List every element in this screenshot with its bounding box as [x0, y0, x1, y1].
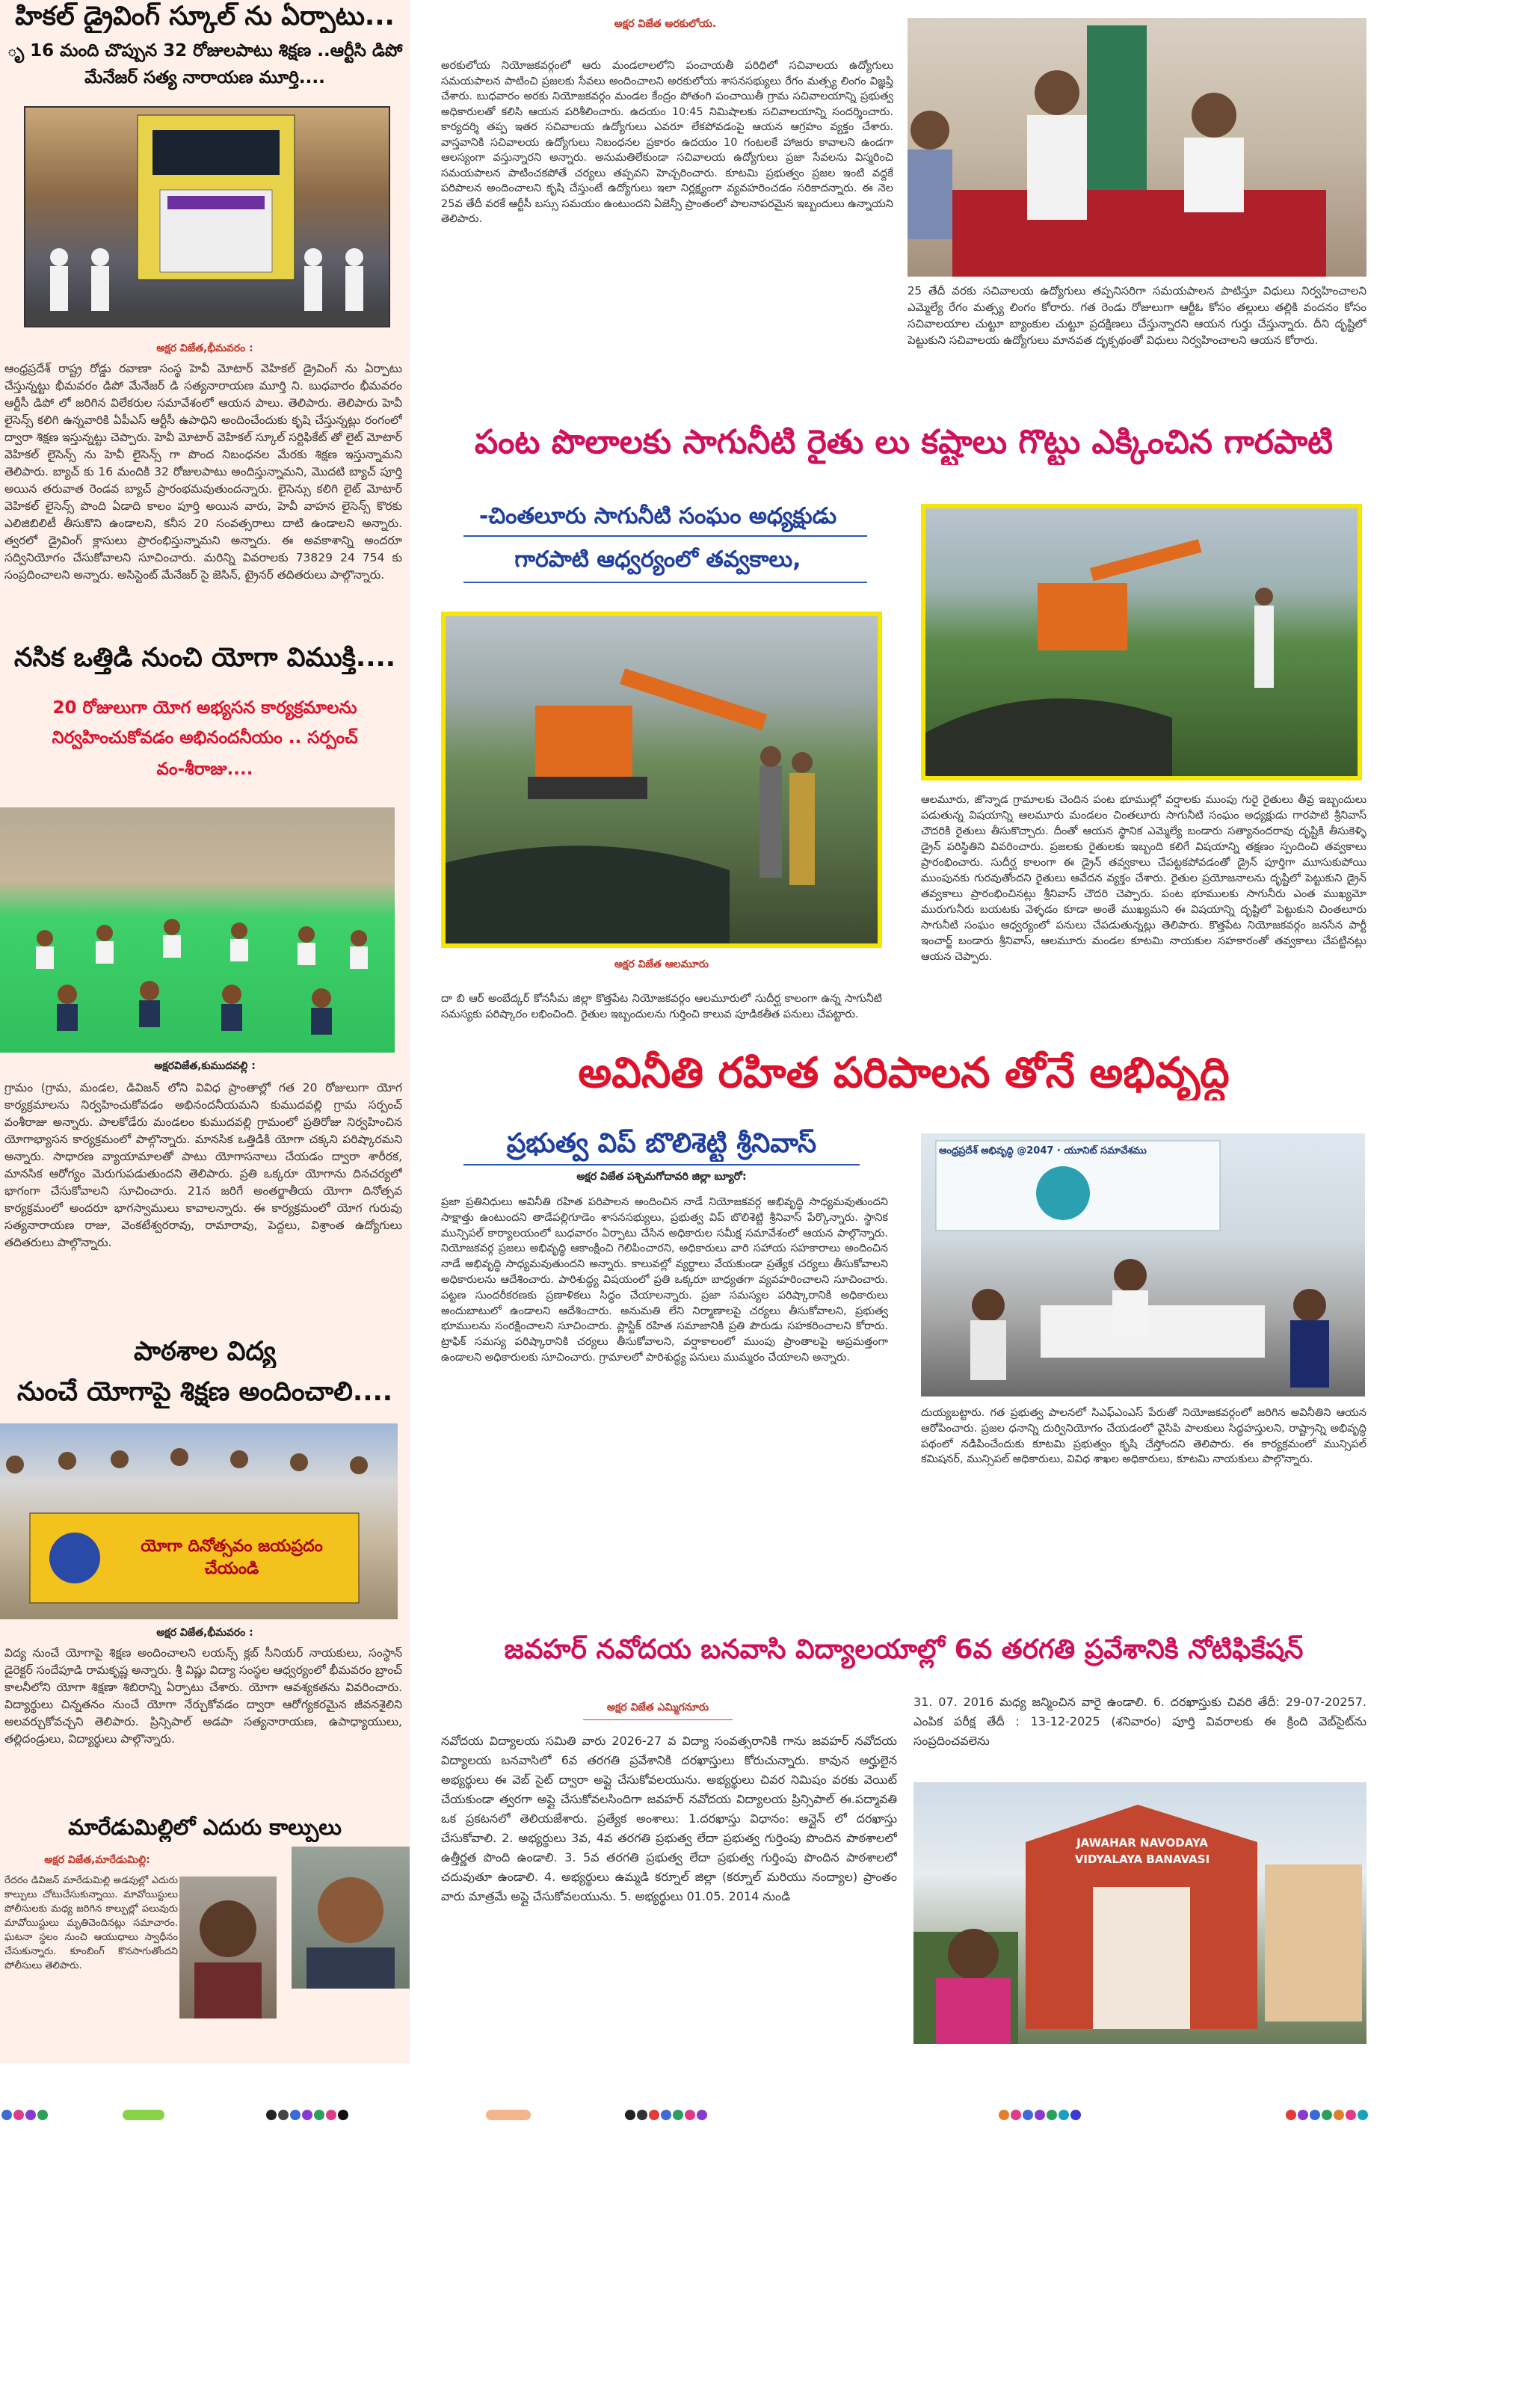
review-meeting-photo — [921, 1133, 1365, 1397]
navodaya-headline: జవహర్ నవోదయ బనవాసి విద్యాలయాల్లో 6వ తరగతి ప్రవేశానికి నోటిఫికేషన్ — [504, 1634, 1304, 1665]
excavator-photo-1 — [441, 612, 882, 948]
driving-school-dateline: అక్షర విజేత,భీమవరం : — [156, 342, 253, 354]
garapati-subhead-rule — [463, 535, 867, 537]
araku-body: అరకులోయ నియోజకవర్గంలో ఆరు మండలాలలోని పంచాయతీ పరిధిలో సచివాలయ ఉద్యోగులు సమయపాలన పాటించి ప్రజలకు సేవలు అందించాలని అరకులోయ శాసనసభ్యులు రేగం మత్స్య లింగం విజ్ఞప్తి చేశారు. బుధవారం అరకు నియోజకవర్గం మండల కేంద్రం పోతంగి పంచాయితీ గ్రామ సచివాలయాన్ని ప్రభుత్వ అధికారులతో కలిసి ఆయన పరిశీలించారు. ఉదయం 10:45 నిమిషాలకు సచివాలయాన్ని సందర్శించారు. కార్యదర్శి తప్ప ఇతర సచివాలయ ఉద్యోగులు ఎవరూ లేకపోవడంపై ఆయన ఆగ్రహం వ్యక్తం చేశారు. వాస్తవానికి సచివాలయ ఉద్యోగులు నిబంధనల ప్రకారం ఉదయం 10 గంటలకే హాజరు కావాలని ఉండగా ఆలస్యంగా వస్తున్నారని అన్నారు. అనుమతిలేకుండా సచివాలయ ఉద్యోగులు ప్రజా సేవలను విస్మరించి సమయపాలన పాటించకపోతే చర్యలు తప్పవని హెచ్చరించారు. కూటమి ప్రభుత్వం ప్రజల ఇంటి వద్దకే పరిపాలన అందించాలని కృషి చేస్తుంటే ఉద్యోగులు ఇలా నిర్లక్ష్యంగా వ్యవహరించడం సరికాదన్నారు. ఈ నెల 25వ తేదీ వరకే ఆర్టీసీ బస్సు సమయం ఉంటుందని ఏజెన్సీ ప్రాంతంలో పాలనాపరమైన ఇబ్బందులు ఉన్నాయని తెలిపారు. — [441, 60, 893, 225]
color-dots-icon — [625, 2110, 707, 2123]
portrait-photo-1 — [179, 1876, 277, 2019]
maredumilli-body: రేదరం డివిజన్ మారేడుమిల్లి అడవుల్లో ఎదురు కాల్పులు చోటుచేసుకున్నాయి. మావోయిస్టులు పోలీసులకు మధ్య జరిగిన కాల్పుల్లో పలువురు మావోయిస్టులు మృతిచెందినట్లు సమాచారం. ఘటనా స్థలం నుంచి ఆయుధాలు స్వాధీనం చేసుకున్నారు. కూంబింగ్ కొనసాగుతోందని పోలీసులు తెలిపారు. — [4, 1875, 178, 1971]
garapati-photo-caption: అక్షర విజేత ఆలమూరు — [614, 958, 709, 970]
yoga-subhead-1: 20 రోజులుగా యోగ అభ్యసన కార్యక్రమాలను — [52, 698, 357, 718]
excavator-photo-2 — [921, 504, 1362, 780]
yoga-banner-text: యోగా దినోత్సవం జయప్రదం చేయండి — [141, 1537, 323, 1578]
meeting-banner-text: ఆంధ్రప్రదేశ్ అభివృద్ధి @2047 · యూనిట్ సమావేశము — [939, 1145, 1147, 1157]
yoga-subhead-3: వం-శీరాజు.... — [156, 760, 253, 779]
driving-school-headline: హికల్ డ్రైవింగ్ స్కూల్ ను ఏర్పాటు... — [15, 1, 395, 31]
maredumilli-headline: మారేడుమిల్లిలో ఎదురు కాల్పులు — [68, 1814, 342, 1840]
yoga-photo — [0, 807, 395, 1053]
color-dots-icon — [123, 2110, 164, 2123]
yoga-headline: నసిక ఒత్తిడి నుంచి యోగా విముక్తి.... — [13, 643, 396, 673]
garapati-subhead-1: -చింతలూరు సాగునీటి సంఘం అధ్యక్షుడు — [478, 503, 837, 529]
bolisetti-body-right: దుయ్యబట్టారు. గత ప్రభుత్వ పాలనలో సిఎఫ్ఎంఎస్ పేరుతో నియోజకవర్గంలో జరిగిన అవినీతిని ఆయన ఆరోపించారు. ప్రజల ధనాన్ని దుర్వినియోగం చేయడంలో వైసిపి పాలకులు సిద్ధహస్తులని, రాష్ట్రాన్ని అభివృద్ధి పథంలో నడిపించేందుకు కూటమి ప్రభుత్వం కృషి చేస్తోందని తెలిపారు. ఈ కార్యక్రమంలో మున్సిపల్ కమిషనర్, మున్సిపల్ అధికారులు, వివిధ శాఖల అధికారులు, కూటమి నాయకులు పాల్గొన్నారు. — [921, 1407, 1366, 1466]
garapati-body-right: ఆలమూరు, జొన్నాడ గ్రామాలకు చెందిన పంట భూముల్లో వర్షాలకు ముంపు గురై రైతులు తీవ్ర ఇబ్బందులు పడుతున్న విషయాన్ని ఆలమూరు మండలం చింతలూరు సాగునీటి సంఘం అధ్యక్షుడు గారపాటి శ్రీనివాస్ చౌదరికి రైతులు తీసుకొచ్చారు. దీంతో ఆయన స్థానిక ఎమ్మెల్యే బండారు సత్యానందరావు దృష్టికి తీసుకెళ్ళి డ్రైన్ పరిస్థితిని వివరించారు. ప్రజలకు రైతులకు ఇబ్బంది కలిగే విషయాన్ని తక్షణం స్పందించి తవ్వకాలు ప్రారంభించారు. సుదీర్ఘ కాలంగా ఈ డ్రైన్ తవ్వకాలు చేపట్టకపోవడంతో డ్రైన్ పూర్తిగా మూసుకుపోయి ముంపునకు గురవుతోందని రైతులు ఆవేదన వ్యక్తం చేశారు. రైతుల ప్రయోజనాలను దృష్టిలో పెట్టుకుని డ్రైన్ తవ్వకాలు ప్రారంభించినట్లు శ్రీనివాస్ చౌదరి చెప్పారు. పంట భూములకు సాగునీరు ఎంత ముఖ్యమో మురుగునీరు బయటకు వెళ్ళడం కూడా అంతే ముఖ్యమని ఈ విషయాన్ని దృష్టిలో పెట్టుకుని చింతలూరు సాగునీటి సంఘం ఆధ్వర్యంలో పనులు చేపడుతున్నట్లు తెలిపారు. కొత్తపేట నియోజకవర్గం జనసేన పార్టీ ఇంచార్జ్ బండారు శ్రీనివాస్, ఆలమూరు మండల కూటమి నాయకుల సహకారంతో తవ్వకాలు చేపట్టినట్లు ఆయన చెప్పారు. — [921, 794, 1366, 963]
color-dots-icon — [1286, 2110, 1368, 2123]
navodaya-gate-photo — [913, 1782, 1366, 2044]
color-dots-icon — [266, 2110, 348, 2123]
bus-depot-photo — [24, 106, 390, 327]
navodaya-body-left: నవోదయ విద్యాలయ సమితి వారు 2026-27 వ విద్యా సంవత్సరానికి గాను జవహర్ నవోదయ విద్యాలయ బనవాసిలో 6వ తరగతి ప్రవేశానికి దరఖాస్తులు కోరుచున్నారు. కావున అర్హులైన అభ్యర్థులు ఈ వెబ్ సైట్ ద్వారా అప్లై చేసుకోవలయును. అభ్యర్థులు చివర నిమిషం వరకు వెయిట్ చేయకుండా త్వరగా అప్లై చేసుకోవలసిందిగా జవహర్ నవోదయ విద్యాలయ ప్రిన్సిపాల్ ఈ.పద్మావతి ఒక ప్రకటనలో తెలియజేశారు. ప్రత్యేక అంశాలు: 1.దరఖాస్తు విధానం: ఆన్లైన్ లో దరఖాస్తు చేసుకోవాలి. 2. అభ్యర్థులు 3వ, 4వ తరగతి ప్రభుత్వ లేదా ప్రభుత్వ గుర్తింపు పొందిన పాఠశాలలో ఉత్తీర్ణత పొంది ఉండాలి. 3. 5వ తరగతి ప్రభుత్వ లేదా ప్రభుత్వ గుర్తింపు పొందిన పాఠశాలలో చదువుతూ ఉండాలి. 4. అభ్యర్థులు ఉమ్మడి కర్నూల్ జిల్లా (కర్నూల్ మరియు నంద్యాల) ప్రాంతం వారు మాత్రమే అప్లై చేసుకోవలయును. 5. అభ్యర్థులు 01.05. 2014 నుండి — [441, 1734, 897, 1903]
garapati-subhead-rule-2 — [463, 582, 867, 583]
yoga-body: గ్రామం (గ్రామ, మండల, డివిజన్ లోని వివిధ ప్రాంతాల్లో గత 20 రోజులుగా యోగ కార్యక్రమాలను నిర్వహించుకోవడం అభినందనీయమని కుముదవల్లి గ్రామ సర్పంచ్ వంశీరాజు అన్నారు. పాలకోడేరు మండలం కుముదవల్లి గ్రామంలో ప్రతిరోజు నిర్వహించిన యోగాభ్యాసన కార్యక్రమంలో పాల్గొన్నారు. మానసిక ఒత్తిడికి యోగా చక్కని పరిష్కారమని అన్నారు. సాధారణ వ్యాయామాలతో పాటు యోగాసనాలు చేయడం ద్వారా శారీరక, మానసిక ఆరోగ్యం మెరుగుపడుతుందని తెలిపారు. ప్రతి ఒక్కరూ యోగాను దినచర్యలో భాగంగా చేసుకోవాలని సూచించారు. 21న జరిగే అంతర్జాతీయ యోగా దినోత్సవ కార్యక్రమంలో అందరూ భాగస్వాములు కావాలన్నారు. ఈ కార్యక్రమంలో యోగ గురువు సత్యనారాయణ రాజు, వెంకటేశ్వరరావు, రామారావు, పెద్దలు, విశ్రాంత ఉద్యోగులు తదితరులు పాల్గొన్నారు. — [4, 1081, 402, 1249]
araku-caption: 25 తేదీ వరకు సచివాలయ ఉద్యోగులు తప్పనిసరిగా సమయపాలన పాటిస్తూ విధులు నిర్వహించాలని ఎమ్మెల్యే రేగం మత్స్య లింగం కోరారు. గత రెండు రోజులుగా ఆర్టీఓ కోసం తల్లులు తల్లికి వందనం కోసం సచివాలయాల చుట్టూ బ్యాంకుల చుట్టూ ప్రదక్షిణలు చేస్తున్నారని ఆయన గుర్తు చేస్తున్నారు. దీని దృష్టిలో పెట్టుకుని సచివాలయ ఉద్యోగులు మానవత దృక్పథంతో విధులు నిర్వహించాలని ఆయన కోరారు. — [908, 284, 1366, 347]
left-column — [0, 0, 410, 2063]
color-dots-icon — [1, 2110, 48, 2123]
navodaya-dateline: అక్షర విజేత ఎమ్మిగనూరు — [606, 1702, 709, 1713]
navodaya-body-right: 31. 07. 2016 మధ్య జన్మించిన వారై ఉండాలి. 6. దరఖాస్తుకు చివరి తేదీ: 29-07-20257. ఎంపిక పరీక్ష తేదీ : 13-12-2025 (శనివారం) పూర్తి వివరాలకు ఈ క్రింది వెబ్‌సైట్‌ను సంప్రదించవలెను — [913, 1695, 1366, 1748]
bolisetti-subhead-rule — [463, 1164, 860, 1165]
maredumilli-dateline: అక్షర విజేత,మారేడుమిల్లి: — [44, 1854, 150, 1866]
school-yoga-photo — [0, 1423, 398, 1619]
yoga-subhead-2: నిర్వహించుకోవడం అభినందనీయం .. సర్పంచ్ — [52, 728, 358, 748]
school-yoga-headline-1: పాఠశాల విద్య — [133, 1337, 277, 1367]
school-yoga-headline-2: నుంచే యోగాపై శిక్షణ అందించాలి.... — [16, 1377, 393, 1407]
yoga-dateline: అక్షరవిజేత,కుముదవల్లి : — [154, 1060, 256, 1072]
bolisetti-headline: అవినీతి రహిత పరిపాలన తోనే అభివృద్ధి — [578, 1049, 1230, 1097]
garapati-subhead-2: గారపాటి ఆధ్వర్యంలో తవ్వకాలు, — [514, 546, 801, 573]
garapati-body-left: దా బి ఆర్ అంబేద్కర్ కోనసీమ జిల్లా కొత్తపేట నియోజకవర్గం ఆలమూరులో సుదీర్ఘ కాలంగా ఉన్న సాగునీటి సమస్యకు పరిష్కారం లభించింది. రైతుల ఇబ్బందులను గుర్తించి కాలువ పూడికతీత పనులు చేపట్టారు. — [441, 993, 882, 1020]
bolisetti-body-left: ప్రజా ప్రతినిధులు అవినీతి రహిత పరిపాలన అందించిన నాడే నియోజకవర్గ అభివృద్ధి సాధ్యమవుతుందని సాక్షాత్తు ఉంటుందని తాడేపల్లిగూడెం శాసనసభ్యులు, ప్రభుత్వ విప్ బొలిశెట్టి శ్రీనివాస్ పేర్కొన్నారు. స్థానిక మున్సిపల్ కార్యాలయంలో బుధవారం ఏర్పాటు చేసిన అధికారుల సమీక్ష సమావేశంలో ఆయన పాల్గొన్నారు. నియోజకవర్గ ప్రజలు అభివృద్ధి ఆకాంక్షించి గెలిపించారని, అధికారులు వారి సహాయ సహకారాలు అందించిన నాడే అభివృద్ధి సాధ్యమవుతుందని అన్నారు. కాలువల్లో వ్యర్థాలు వేయకుండా ప్రత్యేక చర్యలు తీసుకోవాలని అధికారులను ఆదేశించారు. పారిశుద్ధ్య విషయంలో ప్రతి ఒక్కరూ బాధ్యతగా వ్యవహరించాలని సూచించారు. పట్టణ సుందరీకరణకు ప్రణాళికలు సిద్ధం చేయాలన్నారు. ప్రజా సమస్యల పరిష్కారానికి అధికారులు అందుబాటులో ఉండాలని ఆదేశించారు. అనుమతి లేని నిర్మాణాలపై చర్యలు తీసుకోవాలని, ప్రభుత్వ భూములను సంరక్షించాలని సూచించారు. ప్లాస్టిక్ రహిత సమాజానికి ప్రతి పౌరుడు సహకరించాలని కోరారు. ట్రాఫిక్ సమస్య పరిష్కారానికి చర్యలు తీసుకోవాలని, వర్షాకాలంలో ముంపు ప్రాంతాలపై అప్రమత్తంగా ఉండాలని అధికారులకు సూచించారు. గ్రామాలలో పారిశుద్ధ్య పనులు ముమ్మరం చేయాలని అన్నారు. — [441, 1196, 888, 1364]
araku-office-photo — [908, 18, 1366, 277]
bolisetti-dateline: అక్షర విజేత పశ్చిమగోదావరి జిల్లా బ్యూరో: — [576, 1171, 747, 1183]
navodaya-dateline-rule — [583, 1719, 733, 1720]
driving-school-subhead: ృ 16 మంది చొప్పున 32 రోజులపాటు శిక్షణ ..ఆర్టీసి డిపో మేనేజర్ సత్య నారాయణ మూర్తి.... — [7, 41, 403, 87]
bolisetti-subhead: ప్రభుత్వ విప్ బొలిశెట్టి శ్రీనివాస్ — [506, 1128, 817, 1159]
araku-dateline: అక్షర విజేత అరకులోయ. — [614, 18, 717, 30]
navodaya-gate-text: JAWAHAR NAVODAYA VIDYALAYA BANAVASI — [1074, 1836, 1210, 1866]
school-yoga-dateline: అక్షర విజేత,భీమవరం : — [156, 1627, 253, 1639]
school-yoga-body: విద్య నుంచే యోగాపై శిక్షణ అందించాలని లయన్స్ క్లబ్ సీనియర్ నాయకులు, సంస్థాన్ డైరెక్టర్ సందేపూడి రామకృష్ణ అన్నారు. శ్రీ విష్ణు విద్యా సంస్థల ఆధ్వర్యంలో భీమవరం బ్రాంచ్ కాలనీలోని యోగా శిక్షణా శిబిరాన్ని ఏర్పాటు చేశారు. యోగా ఆవశ్యకతను వివరించారు. విద్యార్థులు చిన్నతనం నుంచే యోగా నేర్చుకోవడం ద్వారా ఆరోగ్యకరమైన జీవనశైలిని అలవర్చుకోవచ్చని తెలిపారు. ప్రిన్సిపాల్ అడపా సత్యనారాయణ, ఉపాధ్యాయులు, తల్లిదండ్రులు, విద్యార్థులు పాల్గొన్నారు. — [4, 1646, 402, 1746]
color-dots-icon — [999, 2110, 1081, 2123]
portrait-photo-2 — [292, 1847, 410, 1989]
garapati-headline: పంట పొలాలకు సాగునీటి రైతు లు కష్టాలు గొట్టు ఎక్కించిన గారపాటి — [474, 423, 1334, 461]
driving-school-body: ఆంధ్రప్రదేశ్ రాష్ట్ర రోడ్డు రవాణా సంస్థ హెవీ మోటార్ వెహికల్ డ్రైవింగ్ ను ఏర్పాటు చేస్తున్నట్టు భీమవరం డిపో మేనేజర్ డి సత్యనారాయణ మూర్తి ని. బుధవారం భీమవరం ఆర్టీసీ డిపో లో జరిగిన విలేకరుల సమావేశంలో ఆయన పాలు. తెలిపారు. తెలిపారు హెవీ లైసెన్స్ కలిగి ఉన్నవారికి ఏపీఎస్ ఆర్టీసీ ఉపాధిని అందించేందుకు కృషి చేస్తున్నట్లు రంగంలో ద్వారా శిక్షణ ఇస్తున్నట్టు చెప్పారు. హెవీ మోటార్ వెహికల్ స్కూల్ సర్టిఫికేట్ తో లైట్ మోటార్ వెహికల్ లైసెన్స్ ను హెవీ లైసెన్స్ గా పొంద నిబంధనల మేరకు శిక్షణ ఇస్తున్నామని తెలిపారు. బ్యాచ్ కు 16 మందికి 32 రోజులపాటు అందిస్తున్నామని, మొదటి బ్యాచ్ పూర్తి అయిన తరువాత రెండవ బ్యాచ్ ప్రారంభమవుతుందన్నారు. లైసెన్సు కలిగి లైట్ మోటార్ వెహికల్ లైసెన్స్ పొంది ఏడాది కాలం పూర్తి అయిన వారు, హెవీ వాహన లైసెన్స్ కొరకు ఎలిజిబిలిటీ తీసుకొని ఉండాలని, కనీస 20 సంవత్సరాలు దాటి ఉండాలని అన్నారు. త్వరలో డ్రైవింగ్ క్లాసులు ప్రారంభిస్తున్నామని అన్నారు. ఈ అవకాశాన్ని అందరూ సద్వినియోగం చేసుకోవాలని సూచించారు. మరిన్ని వివరాలకు 73829 24 754 కు సంప్రదించాలని అన్నారు. అసిస్టెంట్ మేనేజర్ సై జెసిన్, ట్రైనర్ తదితరులు పాల్గొన్నారు. — [4, 362, 402, 582]
color-dots-icon — [486, 2110, 531, 2123]
